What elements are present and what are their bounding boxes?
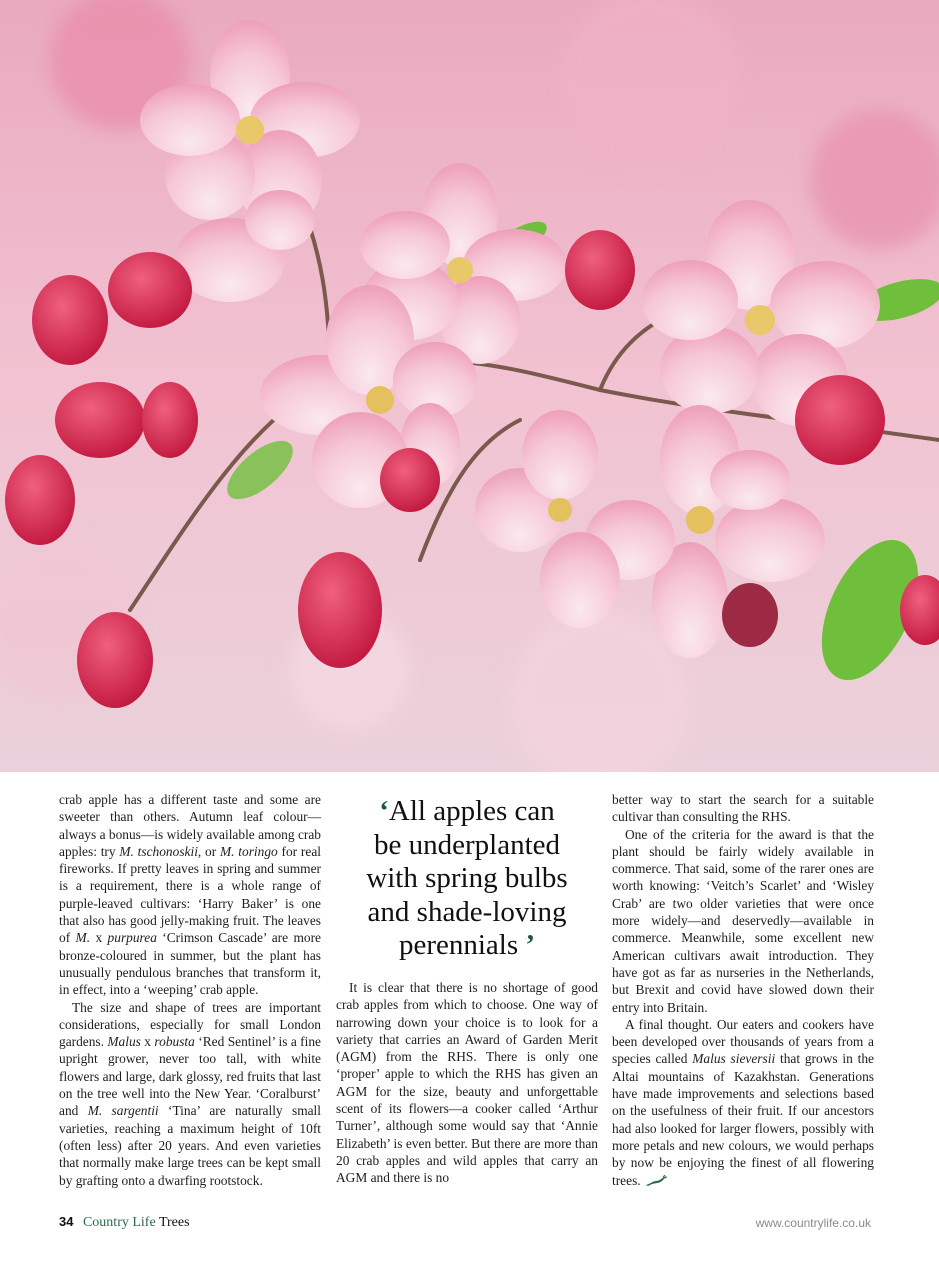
col2-paragraph-1: It is clear that there is no shortage of good crab apples from which to choose. One way of narrowing down your choice is to look for a variety that carries an Award of Garden Merit (AGM) from the RHS. There is only one ‘proper’ apple to which the RHS has given an AGM for the size, beauty and unforgettable scent of its flowers—a cooker called ‘Arthur Turner’, although some would say that ‘Annie Elizabeth’ is even better. But there are more than 20 crab apples and wild apples that carry an AGM and there is no — [336, 980, 598, 1186]
col3-paragraph-3: A final thought. Our eaters and cookers have been developed over thousands of years from a species called Malus sieversii that grows in the Altai mountains of Kazakhstan. Generations have made improvements and selections based on the usefulness of their fruit. If our ancestors had also looked for larger flowers, possibly with more petals and new colours, we would perhaps by now be enjoying the finest of all flowering trees. — [612, 1016, 874, 1188]
col3-paragraph-2: One of the criteria for the award is that the plant should be fairly widely available in commerce. That said, some of the rarer ones are worth knowing: ‘Veitch’s Scarlet’ and ‘Wisley Crab’ are two older varieties that were once more widely—and deservedly—available in commerce. Meanwhile, some excellent new American cultivars await introduction. They have got as far as nurseries in the Netherlands, but Brexit and covid have slowed down their entry into Britain. — [612, 826, 874, 1015]
open-quote-mark: ‘ — [379, 795, 389, 827]
pull-quote-line-5: perennials ’ — [398, 929, 536, 961]
col3-paragraph-1: better way to start the search for a suitable cultivar than consulting the RHS. — [612, 792, 874, 825]
leaping-deer-icon — [645, 1175, 667, 1187]
pull-quote-line-2: be underplanted — [373, 828, 560, 861]
close-quote-mark: ’ — [525, 929, 536, 961]
article-column-2 — [336, 979, 598, 1187]
article-column-3 — [612, 791, 874, 1189]
page-number: 34 — [59, 1214, 74, 1229]
magazine-brand: Country Life — [82, 1215, 156, 1230]
footer-folio — [59, 1214, 190, 1231]
pull-quote-line-3: with spring bulbs — [366, 862, 568, 894]
pull-quote-line-1: ‘All apples can — [379, 795, 555, 827]
pull-quote-line-4: and shade-loving — [367, 895, 567, 928]
col1-paragraph-2: The size and shape of trees are important considerations, especially for small London gardens. Malus x robusta ‘Red Sentinel’ is a fine upright grower, never too tall, with white flowers and large, dark glossy, red fruits that last on the tree well into the New Year. ‘Coralburst’ and M. sargentii ‘Tina’ are naturally small varieties, reaching a maximum height of 10ft (often less) after 20 years. And even varieties that normally make large trees can be kept small by grafting onto a dwarfing rootstock. — [59, 999, 322, 1188]
pull-quote — [338, 795, 596, 963]
col1-paragraph-1: crab apple has a different taste and some are sweeter than others. Autumn leaf colour—always a bonus—is widely available among crab apples: try M. tschonoskii, or M. toringo for real fireworks. If pretty leaves in spring and summer is a requirement, there is a whole range of purple-leaved cultivars: ‘Harry Baker’ is one that also has good jelly-making fruit. The leaves of M. x purpurea ‘Crimson Cascade’ are more bronze-coloured in summer, but the plant has unusually pendulous branches that transform it, in effect, into a ‘weeping’ crab apple. — [59, 792, 321, 998]
article-column-1 — [59, 791, 321, 1189]
footer-url[interactable]: www.countrylife.co.uk — [755, 1216, 871, 1230]
section-name: Trees — [158, 1215, 190, 1230]
